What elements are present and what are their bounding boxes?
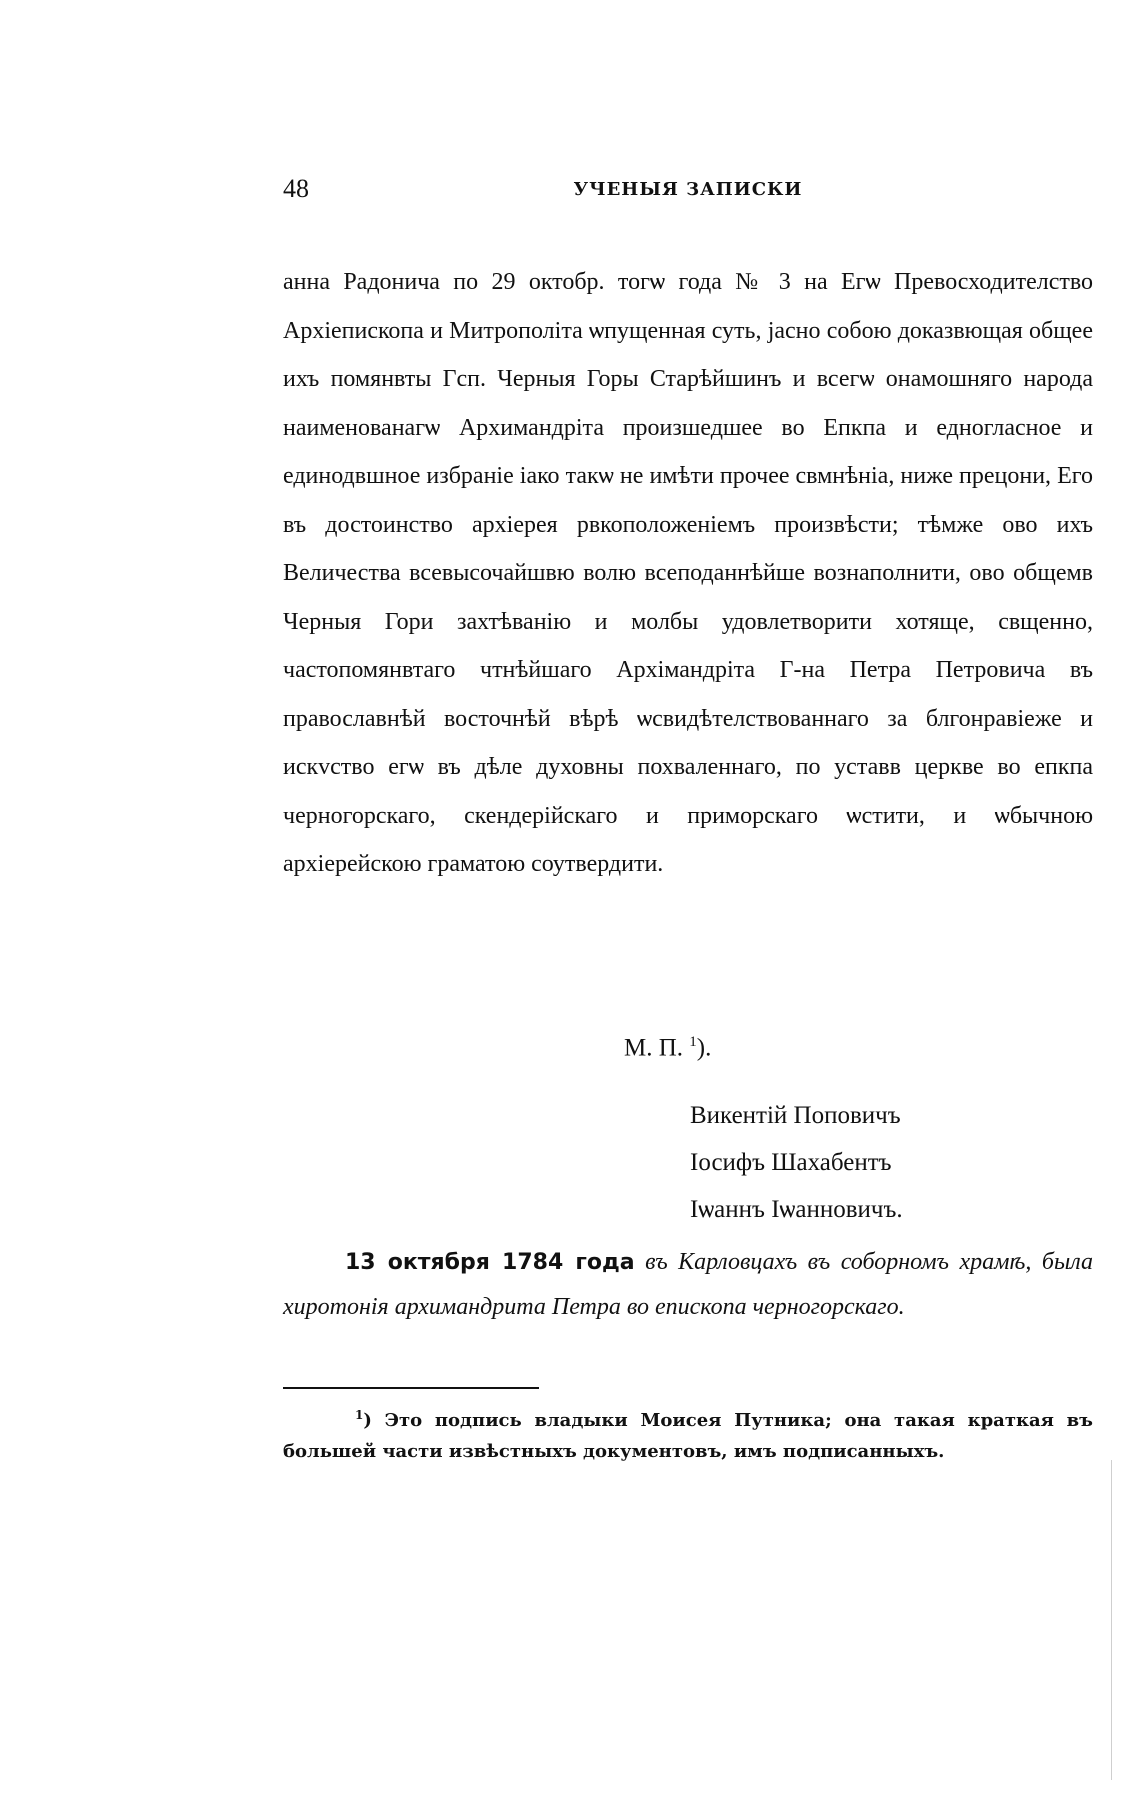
- note-text: въ Карловцахъ въ соборномъ храмѣ, была хиротонія архимандрита Петра во епископа черногорскаго.: [283, 1249, 1093, 1320]
- footnote-text: ) Это подпись владыки Моисея Путника; она такая краткая въ большей части извѣстныхъ документовъ, имъ подписанныхъ.: [283, 1410, 1093, 1462]
- signature-line: Викентій Поповичъ: [690, 1102, 901, 1129]
- seal-mark: [624, 1034, 711, 1062]
- signature-list: [690, 1092, 903, 1233]
- footnote: [283, 1400, 1093, 1467]
- editor-note: [283, 1240, 1093, 1330]
- seal-footnote-marker: 1: [689, 1034, 697, 1050]
- running-head: УЧЕНЫЯ ЗАПИСКИ: [573, 179, 803, 200]
- main-paragraph: анна Радонича по 29 октобр. тогѡ года № 3 на Егѡ Превосходителство Архіепископа и Митрополіта ѡпущенная суть, јасно собою доказвющая общее ихъ помянвты Гсп. Черныя Горы Старѣйшинъ и всегѡ онамошняго народа наименованагѡ Архимандріта произшедшее во Епкпа и едногласное и единодвшное избраніе іако такѡ не имѣти прочее свмнѣніа, ниже прецони, Его въ достоинство архіерея рвкоположеніемъ произвѣсти; тѣмже ово ихъ Величества всевысочайшвю волю всеподаннѣйше вознаполнити, ово общемв Черныя Гори захтѣванію и молбы удовлетворити хотяще, свщенно, частопомянвтаго чтнѣйшаго Архімандріта Г-на Петра Петровича въ православнѣй восточнѣй вѣрѣ ѡсвидѣтелствованнаго за блгонравіеже и искvство егѡ въ дѣле духовны похваленнаго, по уставв церкве во епкпа черногорскаго, скендерійскаго и приморскаго ѡстити, и ѡбычною архіерейскою граматою соутвердити.: [283, 269, 1093, 877]
- seal-text: М. П.: [624, 1034, 684, 1062]
- main-paragraph-block: [283, 258, 1093, 889]
- scan-margin-line: [1111, 1460, 1112, 1780]
- note-date: 13 октября 1784 года: [345, 1250, 635, 1275]
- page-header: [283, 174, 1093, 214]
- signature-line: Іосифъ Шахабентъ: [690, 1149, 892, 1176]
- page-number: 48: [283, 174, 309, 203]
- footnote-marker: 1: [355, 1408, 364, 1422]
- signature-line: Іѡаннъ Іѡанновичъ.: [690, 1196, 903, 1223]
- footnote-divider: [283, 1387, 539, 1389]
- seal-suffix: ).: [696, 1034, 712, 1062]
